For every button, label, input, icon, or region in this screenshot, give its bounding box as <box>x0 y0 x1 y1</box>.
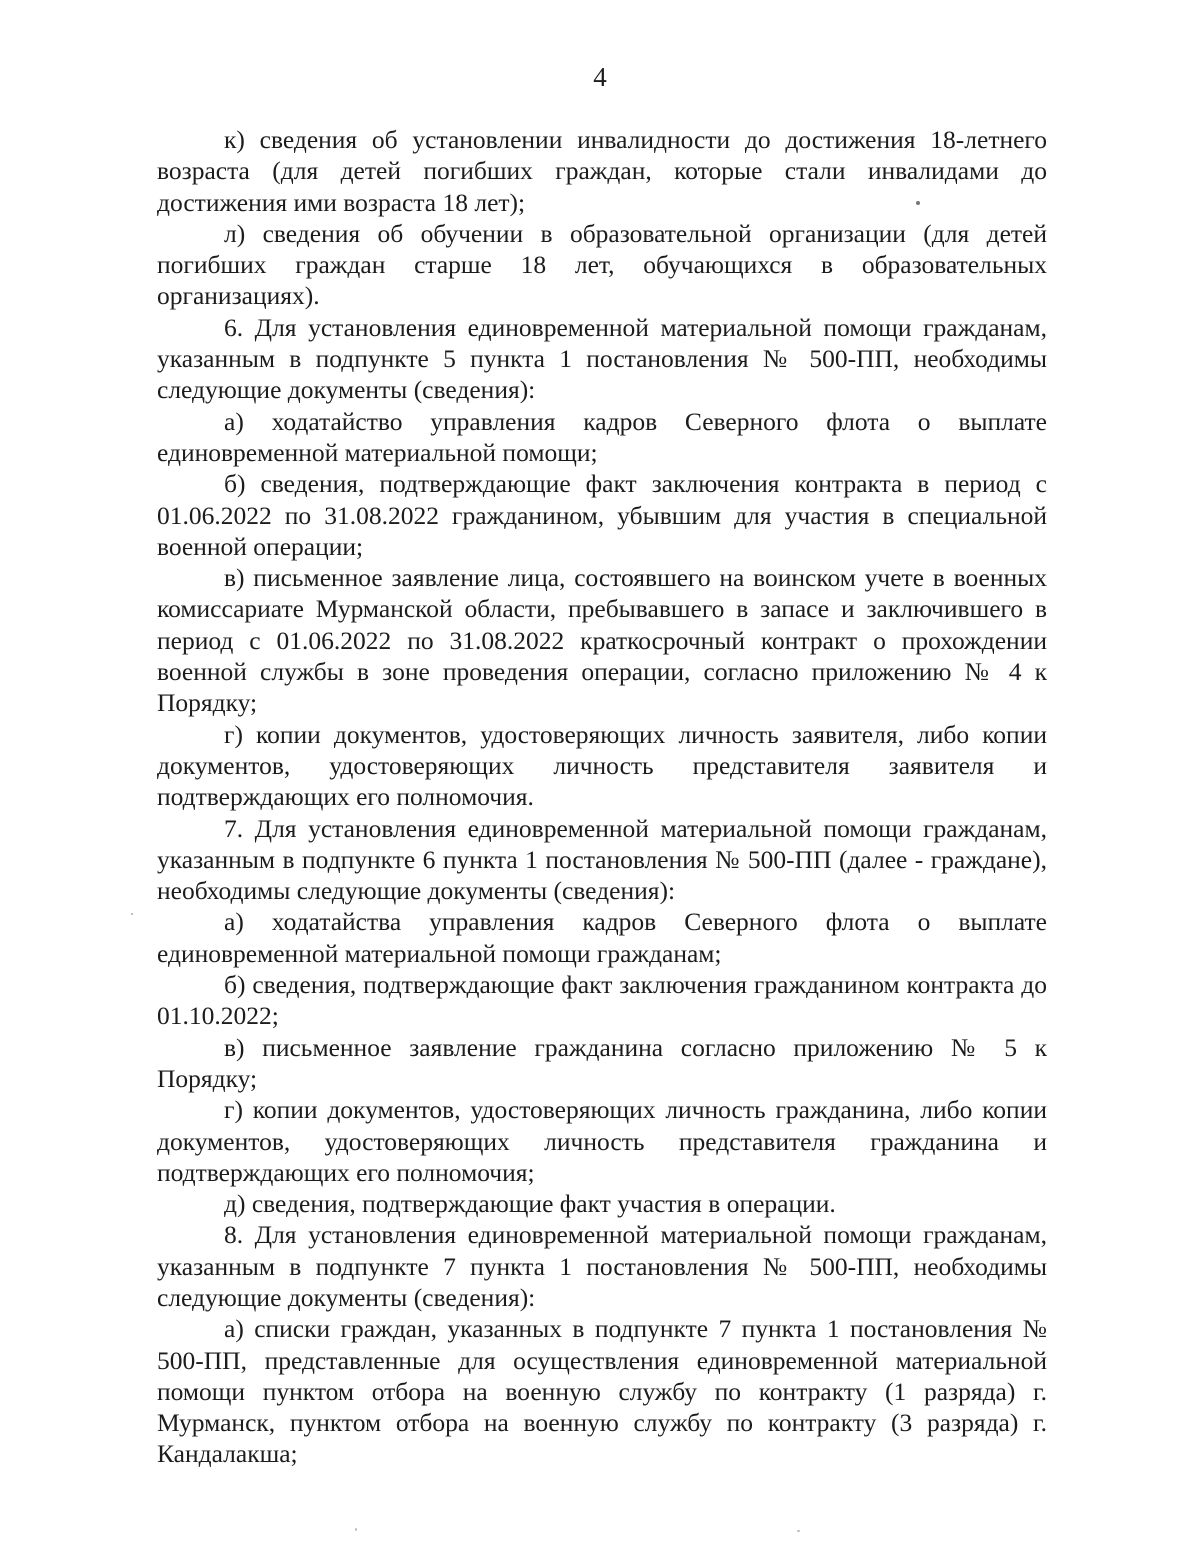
paragraph-7g-id-copies: г) копии документов, удостоверяющих личность гражданина, либо копии документов, удостоверяющих личность представителя гражданина и подтверждающих его полномочия; <box>157 1095 1047 1187</box>
paragraph-7a-petition: а) ходатайства управления кадров Северного флота о выплате единовременной материальной помощи гражданам; <box>157 907 1047 968</box>
paragraph-7b-contract-info: б) сведения, подтверждающие факт заключения гражданином контракта до 01.10.2022; <box>157 970 1047 1031</box>
paragraph-k-disability-info: к) сведения об установлении инвалидности до достижения 18-летнего возраста (для детей погибших граждан, которые стали инвалидами до достижения ими возраста 18 лет); <box>157 125 1047 217</box>
paragraph-6g-id-copies: г) копии документов, удостоверяющих личность заявителя, либо копии документов, удостоверяющих личность представителя заявителя и подтверждающих его полномочия. <box>157 719 1047 812</box>
paragraph-8-heading: 8. Для установления единовременной материальной помощи гражданам, указанным в подпункте 7 пункта 1 постановления № 500-ПП, необходимы следующие документы (сведения): <box>157 1220 1047 1312</box>
scan-speck <box>797 1530 800 1532</box>
paragraph-6a-petition: а) ходатайство управления кадров Северного флота о выплате единовременной материальной помощи; <box>157 406 1047 467</box>
paragraph-8a-lists: а) списки граждан, указанных в подпункте 7 пункта 1 постановления № 500-ПП, представленные для осуществления единовременной материальной помощи пунктом отбора на военную службу по контракту (1 разряда) г. Мурманск, пунктом отбора на военную службу по контракту (3 разряда) г. Кандалакша; <box>157 1314 1047 1469</box>
scan-speck <box>355 1528 357 1531</box>
paragraph-6v-application: в) письменное заявление лица, состоявшего на воинском учете в военных комиссариате Мурманской области, пребывавшего в запасе и заключившего в период с 01.06.2022 по 31.08.2022 краткосрочный контракт о прохождении военной службы в зоне проведения операции, согласно приложению № 4 к Порядку; <box>157 563 1047 718</box>
paragraph-6-heading: 6. Для установления единовременной материальной помощи гражданам, указанным в подпункте 5 пункта 1 постановления № 500-ПП, необходимы следующие документы (сведения): <box>157 312 1047 405</box>
document-body <box>157 124 1047 1470</box>
scan-speck <box>916 201 920 205</box>
paragraph-7d-participation: д) сведения, подтверждающие факт участия в операции. <box>224 1189 836 1219</box>
paragraph-l-education-info: л) сведения об обучении в образовательной организации (для детей погибших граждан старше 18 лет, обучающихся в образовательных организациях). <box>157 218 1047 311</box>
paragraph-7-heading: 7. Для установления единовременной материальной помощи гражданам, указанным в подпункте 6 пункта 1 постановления № 500-ПП (далее - граждане), необходимы следующие документы (сведения): <box>157 813 1047 906</box>
paragraph-7v-application: в) письменное заявление гражданина согласно приложению № 5 к Порядку; <box>157 1032 1047 1093</box>
paragraph-6b-contract-info: б) сведения, подтверждающие факт заключения контракта в период с 01.06.2022 по 31.08.2022 гражданином, убывшим для участия в специальной военной операции; <box>157 469 1047 561</box>
scan-speck <box>131 913 133 915</box>
page-number: 4 <box>593 62 607 92</box>
